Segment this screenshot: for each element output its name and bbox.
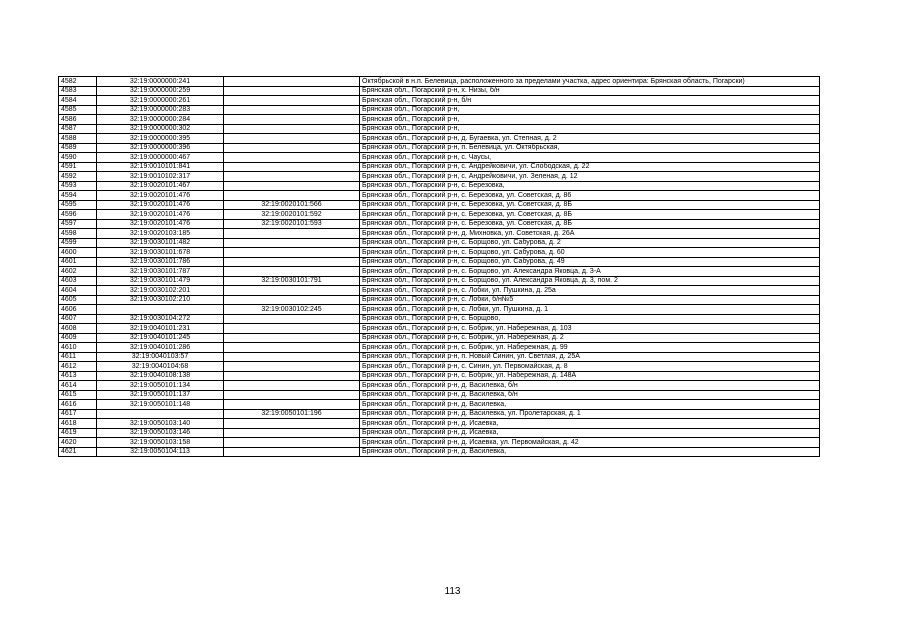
cadastral-number-cell: 32:19:0020101:476 (97, 191, 224, 201)
building-cadastral-number-cell (224, 371, 360, 381)
address-cell: Брянская обл., Погарский р-н, с. Андрейковичи, ул. Зеленая, д. 12 (360, 172, 820, 182)
table-row (59, 115, 820, 125)
row-number-cell: 4586 (59, 115, 97, 125)
building-cadastral-number-cell (224, 419, 360, 429)
building-cadastral-number-cell (224, 257, 360, 267)
table-row (59, 381, 820, 391)
address-cell: Брянская обл., Погарский р-н, с. Бобрик, ул. Набережная, д. 99 (360, 343, 820, 353)
address-cell: Брянская обл., Погарский р-н, п. Белевица, ул. Октябрьская, (360, 143, 820, 153)
row-number-cell: 4606 (59, 305, 97, 315)
address-cell: Брянская обл., Погарский р-н, с. Андрейковичи, ул. Слободская, д. 22 (360, 162, 820, 172)
address-cell: Брянская обл., Погарский р-н, с. Борщово, ул. Сабурова, д. 60 (360, 248, 820, 258)
table-row (59, 400, 820, 410)
row-number-cell: 4594 (59, 191, 97, 201)
row-number-cell: 4582 (59, 77, 97, 87)
building-cadastral-number-cell (224, 134, 360, 144)
address-cell: Брянская обл., Погарский р-н, (360, 115, 820, 125)
building-cadastral-number-cell (224, 447, 360, 457)
address-cell: Брянская обл., Погарский р-н, д. Василевка, б/н (360, 381, 820, 391)
address-cell: Брянская обл., Погарский р-н, с. Борщово, ул. Сабурова, д. 49 (360, 257, 820, 267)
row-number-cell: 4602 (59, 267, 97, 277)
cadastral-number-cell: 32:19:0000000:302 (97, 124, 224, 134)
building-cadastral-number-cell (224, 115, 360, 125)
cadastral-number-cell: 32:19:0040101:245 (97, 333, 224, 343)
table-row (59, 219, 820, 229)
table-row (59, 134, 820, 144)
address-cell: Брянская обл., Погарский р-н, с. Березовка, ул. Советская, д. 8Б (360, 219, 820, 229)
cadastral-number-cell: 32:19:0040108:138 (97, 371, 224, 381)
row-number-cell: 4584 (59, 96, 97, 106)
address-cell: Брянская обл., Погарский р-н, с. Лобки, б/н№5 (360, 295, 820, 305)
cadastral-number-cell: 32:19:0030101:678 (97, 248, 224, 258)
row-number-cell: 4614 (59, 381, 97, 391)
row-number-cell: 4590 (59, 153, 97, 163)
cadastral-number-cell: 32:19:0020101:476 (97, 210, 224, 220)
building-cadastral-number-cell (224, 324, 360, 334)
address-cell: Брянская обл., Погарский р-н, д. Исаевка, (360, 428, 820, 438)
cadastral-number-cell: 32:19:0010101:841 (97, 162, 224, 172)
building-cadastral-number-cell (224, 352, 360, 362)
row-number-cell: 4610 (59, 343, 97, 353)
building-cadastral-number-cell (224, 295, 360, 305)
building-cadastral-number-cell (224, 238, 360, 248)
row-number-cell: 4593 (59, 181, 97, 191)
row-number-cell: 4612 (59, 362, 97, 372)
row-number-cell: 4597 (59, 219, 97, 229)
row-number-cell: 4595 (59, 200, 97, 210)
address-cell: Брянская обл., Погарский р-н, (360, 124, 820, 134)
cadastral-number-cell: 32:19:0000000:284 (97, 115, 224, 125)
cadastral-number-cell: 32:19:0000000:283 (97, 105, 224, 115)
building-cadastral-number-cell (224, 162, 360, 172)
table-row (59, 438, 820, 448)
row-number-cell: 4621 (59, 447, 97, 457)
row-number-cell: 4617 (59, 409, 97, 419)
building-cadastral-number-cell (224, 390, 360, 400)
table-row (59, 162, 820, 172)
building-cadastral-number-cell: 32:19:0030101:791 (224, 276, 360, 286)
cadastral-number-cell: 32:19:0050103:140 (97, 419, 224, 429)
row-number-cell: 4591 (59, 162, 97, 172)
row-number-cell: 4604 (59, 286, 97, 296)
building-cadastral-number-cell: 32:19:0030102:245 (224, 305, 360, 315)
address-cell: Брянская обл., Погарский р-н, с. Бобрик, ул. Набережная, д. 148А (360, 371, 820, 381)
cadastral-number-cell: 32:19:0030102:210 (97, 295, 224, 305)
building-cadastral-number-cell (224, 343, 360, 353)
building-cadastral-number-cell (224, 381, 360, 391)
table-row (59, 447, 820, 457)
row-number-cell: 4601 (59, 257, 97, 267)
cadastral-number-cell: 32:19:0000000:396 (97, 143, 224, 153)
row-number-cell: 4607 (59, 314, 97, 324)
address-cell: Брянская обл., Погарский р-н, с. Березовка, ул. Советская, д. 8Б (360, 210, 820, 220)
table-row (59, 229, 820, 239)
table-row (59, 200, 820, 210)
registry-table (58, 76, 820, 457)
cadastral-number-cell: 32:19:0030104:272 (97, 314, 224, 324)
table-body (59, 77, 820, 457)
cadastral-number-cell: 32:19:0050101:137 (97, 390, 224, 400)
table-row (59, 77, 820, 87)
row-number-cell: 4583 (59, 86, 97, 96)
table-row (59, 390, 820, 400)
address-cell: Брянская обл., Погарский р-н, п. Новый Синин, ул. Светлая, д. 25А (360, 352, 820, 362)
building-cadastral-number-cell (224, 77, 360, 87)
table-row (59, 276, 820, 286)
building-cadastral-number-cell (224, 286, 360, 296)
table-row (59, 210, 820, 220)
building-cadastral-number-cell (224, 172, 360, 182)
cadastral-number-cell: 32:19:0040101:286 (97, 343, 224, 353)
building-cadastral-number-cell (224, 143, 360, 153)
cadastral-number-cell (97, 409, 224, 419)
row-number-cell: 4588 (59, 134, 97, 144)
building-cadastral-number-cell (224, 86, 360, 96)
table-row (59, 238, 820, 248)
table-row (59, 428, 820, 438)
address-cell: Брянская обл., Погарский р-н, д. Бугаевка, ул. Степная, д. 2 (360, 134, 820, 144)
cadastral-number-cell: 32:19:0050104:113 (97, 447, 224, 457)
table-row (59, 324, 820, 334)
building-cadastral-number-cell (224, 314, 360, 324)
row-number-cell: 4600 (59, 248, 97, 258)
address-cell: Брянская обл., Погарский р-н, с. Борщово, ул. Александра Яковца, д. 3-А (360, 267, 820, 277)
building-cadastral-number-cell (224, 333, 360, 343)
table-row (59, 419, 820, 429)
row-number-cell: 4618 (59, 419, 97, 429)
address-cell: Брянская обл., Погарский р-н, с. Березовка, (360, 181, 820, 191)
table-row (59, 86, 820, 96)
row-number-cell: 4608 (59, 324, 97, 334)
table-row (59, 248, 820, 258)
table-row (59, 286, 820, 296)
building-cadastral-number-cell (224, 362, 360, 372)
page-number: 113 (444, 586, 461, 597)
building-cadastral-number-cell (224, 428, 360, 438)
table-row (59, 409, 820, 419)
cadastral-number-cell: 32:19:0030101:787 (97, 267, 224, 277)
address-cell: Брянская обл., Погарский р-н, д. Василевка, (360, 447, 820, 457)
cadastral-number-cell: 32:19:0050101:148 (97, 400, 224, 410)
cadastral-number-cell: 32:19:0020101:476 (97, 219, 224, 229)
address-cell: Брянская обл., Погарский р-н, д. Михновка, ул. Советская, д. 26А (360, 229, 820, 239)
table-row (59, 371, 820, 381)
cadastral-number-cell: 32:19:0000000:241 (97, 77, 224, 87)
row-number-cell: 4611 (59, 352, 97, 362)
table-row (59, 257, 820, 267)
address-cell: Октябрьской в н.п. Белевица, расположенного за пределами участка, адрес ориентира: Брянская область, Погарски) (360, 77, 820, 87)
building-cadastral-number-cell (224, 105, 360, 115)
cadastral-number-cell: 32:19:0040101:231 (97, 324, 224, 334)
address-cell: Брянская обл., Погарский р-н, д. Исаевка, (360, 419, 820, 429)
building-cadastral-number-cell: 32:19:0050101:196 (224, 409, 360, 419)
address-cell: Брянская обл., Погарский р-н, с. Синин, ул. Первомайская, д. 8 (360, 362, 820, 372)
building-cadastral-number-cell (224, 400, 360, 410)
table-row (59, 172, 820, 182)
table-row (59, 352, 820, 362)
row-number-cell: 4603 (59, 276, 97, 286)
table-row (59, 362, 820, 372)
table-row (59, 305, 820, 315)
row-number-cell: 4596 (59, 210, 97, 220)
row-number-cell: 4615 (59, 390, 97, 400)
address-cell: Брянская обл., Погарский р-н, с. Березовка, ул. Советская, д. 86 (360, 191, 820, 201)
address-cell: Брянская обл., Погарский р-н, с. Березовка, ул. Советская, д. 8Б (360, 200, 820, 210)
cadastral-number-cell: 32:19:0030101:479 (97, 276, 224, 286)
address-cell: Брянская обл., Погарский р-н, (360, 105, 820, 115)
cadastral-number-cell: 32:19:0040103:57 (97, 352, 224, 362)
building-cadastral-number-cell (224, 124, 360, 134)
table-row (59, 267, 820, 277)
address-cell: Брянская обл., Погарский р-н, с. Лобки, ул. Пушкина, д. 1 (360, 305, 820, 315)
building-cadastral-number-cell (224, 153, 360, 163)
row-number-cell: 4599 (59, 238, 97, 248)
address-cell: Брянская обл., Погарский р-н, д. Исаевка, ул. Первомайская, д. 42 (360, 438, 820, 448)
table-row (59, 343, 820, 353)
row-number-cell: 4585 (59, 105, 97, 115)
cadastral-number-cell: 32:19:0000000:467 (97, 153, 224, 163)
cadastral-number-cell: 32:19:0030102:201 (97, 286, 224, 296)
cadastral-number-cell (97, 305, 224, 315)
cadastral-number-cell: 32:19:0030101:786 (97, 257, 224, 267)
table-row (59, 105, 820, 115)
row-number-cell: 4619 (59, 428, 97, 438)
row-number-cell: 4616 (59, 400, 97, 410)
building-cadastral-number-cell: 32:19:0020101:592 (224, 210, 360, 220)
cadastral-number-cell: 32:19:0050101:134 (97, 381, 224, 391)
building-cadastral-number-cell (224, 191, 360, 201)
table-row (59, 314, 820, 324)
row-number-cell: 4592 (59, 172, 97, 182)
cadastral-number-cell: 32:19:0020103:185 (97, 229, 224, 239)
cadastral-number-cell: 32:19:0000000:395 (97, 134, 224, 144)
cadastral-number-cell: 32:19:0030101:482 (97, 238, 224, 248)
building-cadastral-number-cell (224, 181, 360, 191)
row-number-cell: 4587 (59, 124, 97, 134)
cadastral-number-cell: 32:19:0000000:259 (97, 86, 224, 96)
cadastral-number-cell: 32:19:0010102:317 (97, 172, 224, 182)
table-row (59, 333, 820, 343)
table-row (59, 295, 820, 305)
building-cadastral-number-cell (224, 438, 360, 448)
address-cell: Брянская обл., Погарский р-н, с. Борщово, ул. Сабурова, д. 2 (360, 238, 820, 248)
building-cadastral-number-cell (224, 248, 360, 258)
row-number-cell: 4598 (59, 229, 97, 239)
cadastral-number-cell: 32:19:0050103:158 (97, 438, 224, 448)
row-number-cell: 4589 (59, 143, 97, 153)
building-cadastral-number-cell (224, 267, 360, 277)
cadastral-number-cell: 32:19:0050103:146 (97, 428, 224, 438)
address-cell: Брянская обл., Погарский р-н, б/н (360, 96, 820, 106)
address-cell: Брянская обл., Погарский р-н, х. Низы, б/н (360, 86, 820, 96)
address-cell: Брянская обл., Погарский р-н, д. Василевка, (360, 400, 820, 410)
table-row (59, 143, 820, 153)
table-row (59, 191, 820, 201)
building-cadastral-number-cell: 32:19:0020101:593 (224, 219, 360, 229)
building-cadastral-number-cell: 32:19:0020101:566 (224, 200, 360, 210)
building-cadastral-number-cell (224, 229, 360, 239)
table-row (59, 124, 820, 134)
table-row (59, 181, 820, 191)
table-row (59, 153, 820, 163)
address-cell: Брянская обл., Погарский р-н, с. Бобрик, ул. Набережная, д. 103 (360, 324, 820, 334)
row-number-cell: 4609 (59, 333, 97, 343)
row-number-cell: 4613 (59, 371, 97, 381)
address-cell: Брянская обл., Погарский р-н, с. Борщово, (360, 314, 820, 324)
address-cell: Брянская обл., Погарский р-н, с. Бобрик, ул. Набережная, д. 2 (360, 333, 820, 343)
cadastral-number-cell: 32:19:0000000:261 (97, 96, 224, 106)
cadastral-number-cell: 32:19:0020101:467 (97, 181, 224, 191)
cadastral-number-cell: 32:19:0020101:476 (97, 200, 224, 210)
address-cell: Брянская обл., Погарский р-н, с. Борщово, ул. Александра Яковца, д. 3, пом. 2 (360, 276, 820, 286)
address-cell: Брянская обл., Погарский р-н, с. Лобки, ул. Пушкина, д. 25а (360, 286, 820, 296)
table-row (59, 96, 820, 106)
building-cadastral-number-cell (224, 96, 360, 106)
cadastral-number-cell: 32:19:0040104:68 (97, 362, 224, 372)
row-number-cell: 4605 (59, 295, 97, 305)
address-cell: Брянская обл., Погарский р-н, с. Чаусы, (360, 153, 820, 163)
row-number-cell: 4620 (59, 438, 97, 448)
address-cell: Брянская обл., Погарский р-н, д. Василевка, ул. Пролетарская, д. 1 (360, 409, 820, 419)
address-cell: Брянская обл., Погарский р-н, д. Василевка, б/н (360, 390, 820, 400)
